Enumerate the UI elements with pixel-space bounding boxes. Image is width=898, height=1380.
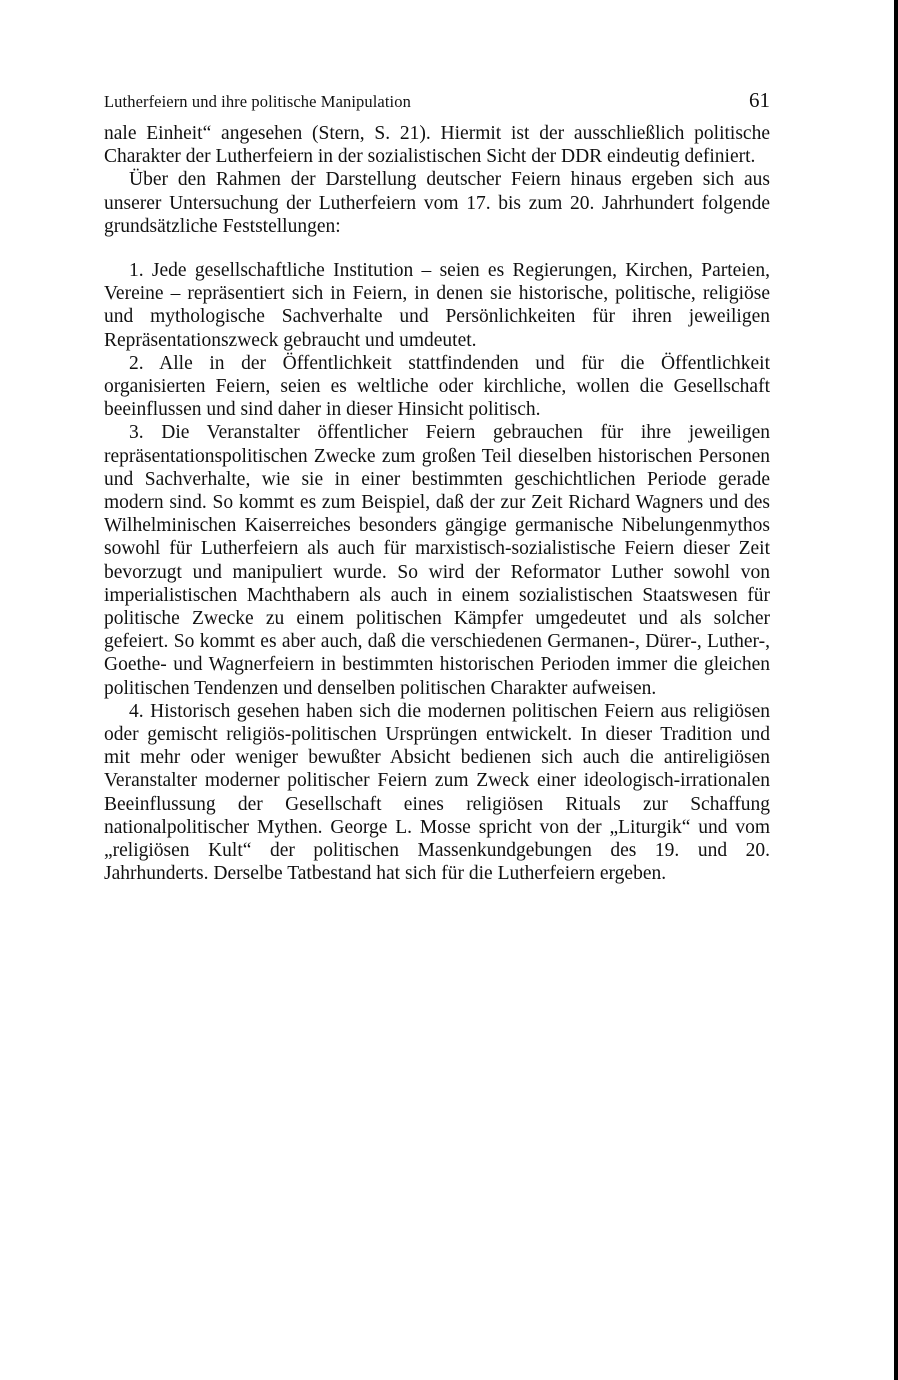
paragraph-continuation: nale Einheit“ angesehen (Stern, S. 21). Hiermit ist der ausschließlich politische Charakter der Lutherfeiern in der sozialistischen Sicht der DDR eindeutig definiert. [104,123,770,168]
running-title: Lutherfeiern und ihre politische Manipulation [104,92,411,111]
paragraph-intro-findings: Über den Rahmen der Darstellung deutscher Feiern hinaus ergeben sich aus unserer Untersuchung der Lutherfeiern vom 17. bis zum 20. Jahrhundert folgende grundsätzliche Feststellungen: [104,169,770,237]
page-number: 61 [749,88,770,112]
book-page [104,88,770,886]
scan-edge-shadow [894,0,898,1380]
running-head [104,88,770,122]
finding-3: 3. Die Veranstalter öffentlicher Feiern gebrauchen für ihre jeweiligen repräsentationspolitischen Zwecke zum großen Teil dieselben historischen Personen und Sachverhalte, wie sie in einer bestimmten geschichtlichen Periode gerade modern sind. So kommt es zum Beispiel, daß der zur Zeit Richard Wagners und des Wilhelminischen Kaiserreiches besonders gängige germanische Nibelungenmythos sowohl für Lutherfeiern als auch für marxistisch-sozialistische Feiern dieser Zeit bevorzugt und manipuliert wurde. So wird der Reformator Luther sowohl von imperialistischen Machthabern als auch in einem sozialistischen Staatswesen für politische Zwecke zu einem politischen Kämpfer umgedeutet und als solcher gefeiert. So kommt es aber auch, daß die verschiedenen Germanen-, Dürer-, Luther-, Goethe- und Wagnerfeiern in bestimmten historischen Perioden immer die gleichen politischen Tendenzen und denselben politischen Charakter aufweisen. [104,422,770,699]
finding-4: 4. Historisch gesehen haben sich die modernen politischen Feiern aus religiösen oder gemischt religiös-politischen Ursprüngen entwickelt. In dieser Tradition und mit mehr oder weniger bewußter Absicht bedienen sich auch die antireligiösen Veranstalter moderner politischer Feiern zum Zweck einer ideologisch-irrationalen Beeinflussung der Gesellschaft eines religiösen Rituals zur Schaffung nationalpolitischer Mythen. George L. Mosse spricht von der „Liturgik“ und vom „religiösen Kult“ der politischen Massenkundgebungen des 19. und 20. Jahrhunderts. Derselbe Tatbestand hat sich für die Lutherfeiern ergeben. [104,700,770,885]
finding-1: 1. Jede gesellschaftliche Institution – seien es Regierungen, Kirchen, Parteien, Vereine – repräsentiert sich in Feiern, in denen sie historische, politische, religiöse und mythologische Sachverhalte und Persönlichkeiten für ihren jeweiligen Repräsentationszweck gebraucht und umdeutet. [104,260,770,351]
body-text [104,122,770,886]
finding-2: 2. Alle in der Öffentlichkeit stattfindenden und für die Öffentlichkeit organisierten Feiern, seien es weltliche oder kirchliche, wollen die Gesellschaft beeinflussen und sind daher in dieser Hinsicht politisch. [104,352,770,421]
